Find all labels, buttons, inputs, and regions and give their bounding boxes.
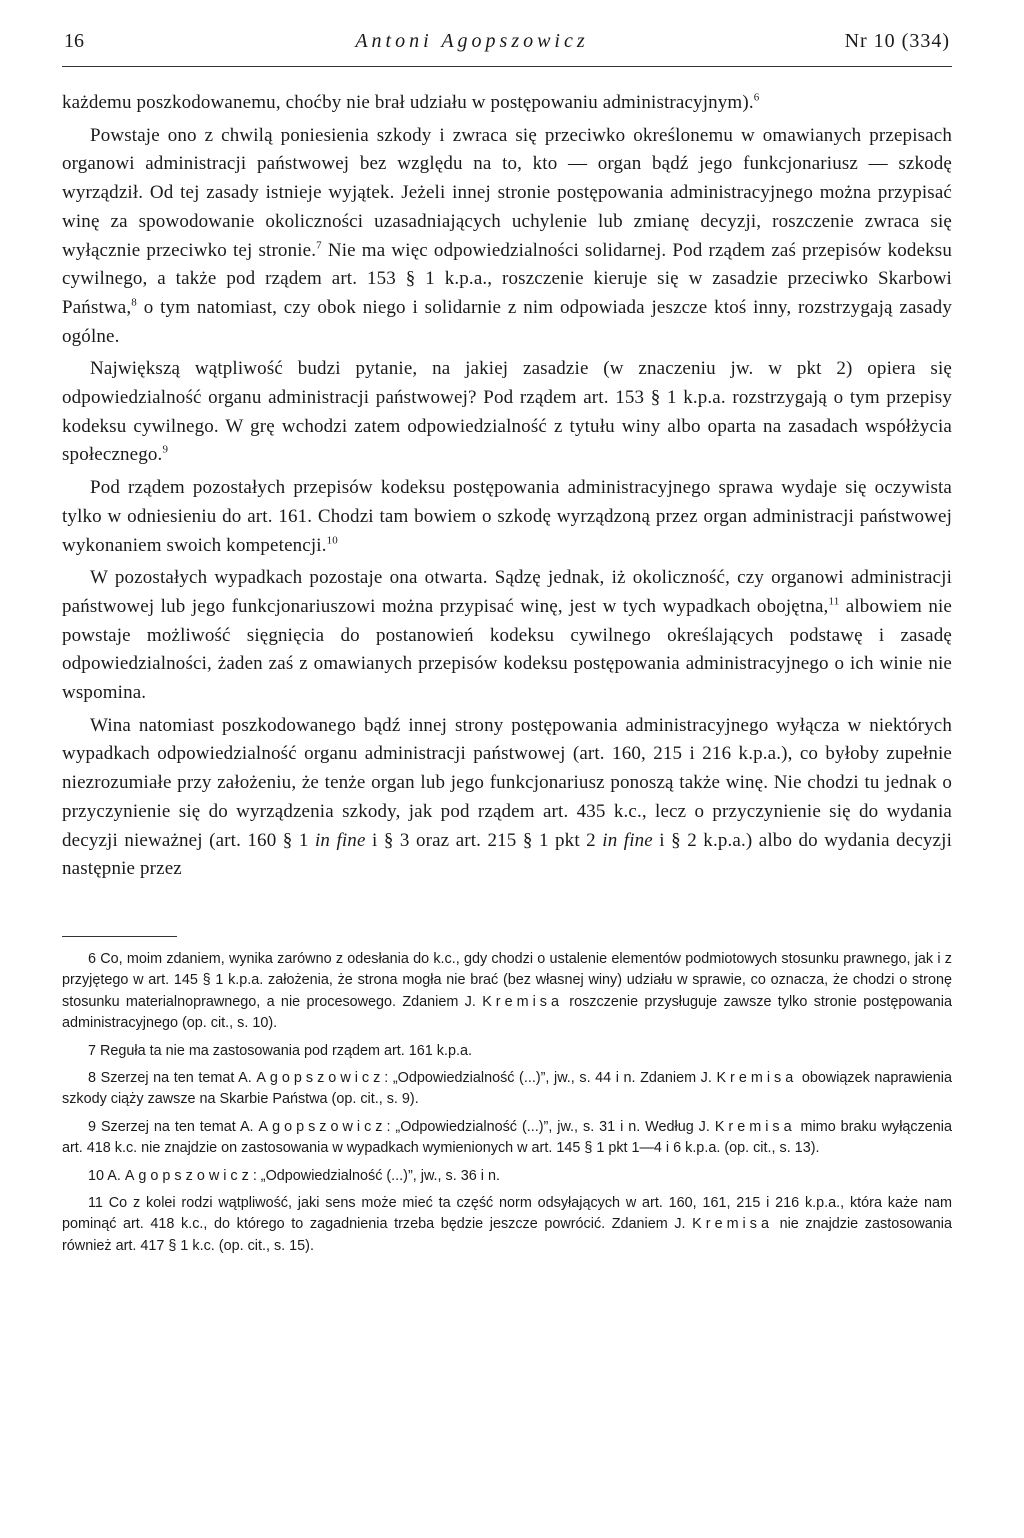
footnote-number: 7	[88, 1042, 97, 1059]
footnote-6: 6 Co, moim zdaniem, wynika zarówno z odesłania do k.c., gdy chodzi o ustalenie elementów podmiotowych stosunku prawnego, jak i z przyjętego w art. 145 § 1 k.p.a. założenia, że strona mogła nie brać (bez własnej winy) udziału w sprawie, co oznacza, że chodzi o stronę stosunku materialnoprawnego, a nie procesowego. Zdaniem J. Kremisa roszczenie przysługuje zawsze tylko stronie postępowania administracyjnego (op. cit., s. 10).	[62, 950, 953, 1032]
issue-number: Nr 10 (334)	[844, 30, 950, 52]
author-name: Kremisa	[716, 1070, 798, 1087]
italic-in-fine: in fine	[602, 829, 653, 851]
footnote-number: 6	[88, 950, 97, 967]
footnote-11: 11 Co z kolei rodzi wątpliwość, jaki sens może mieć ta część norm odsyłających w art. 160, 161, 215 i 216 k.p.a., która każe nam pominąć art. 418 k.c., do którego to zagadnienia trzeba będzie jeszcze powrócić. Zdaniem J. Kremisa nie znajdzie zastosowania również art. 417 § 1 k.c. (op. cit., s. 15).	[62, 1195, 952, 1254]
author-name: Agopszowicz	[124, 1167, 253, 1184]
footnotes	[62, 949, 952, 1257]
paragraph-3: Największą wątpliwość budzi pytanie, na jakiej zasadzie (w znaczeniu jw. w pkt 2) opiera się odpowiedzialność organu administracji państwowej? Pod rządem art. 153 § 1 k.p.a. rozstrzygają o tym przepisy kodeksu cywilnego. W grę wchodzi zatem odpowiedzialność z tytułu winy albo oparta na zasadach współżycia społecznego.$^9$	[62, 358, 952, 466]
page-number: 16	[64, 30, 84, 52]
paragraph-4: Pod rządem pozostałych przepisów kodeksu postępowania administracyjnego sprawa wydaje się oczywista tylko w odniesieniu do art. 161. Chodzi tam bowiem o szkodę wyrządzoną przez organ administracji państwowej wykonaniem swoich kompetencji.$^{10}$	[62, 477, 952, 556]
footnote-10: 10 A. Agopszowicz: „Odpowiedzialność (...)”, jw., s. 36 i n.	[88, 1167, 500, 1184]
footnote-separator	[62, 936, 177, 937]
footnote-ref-11: 11	[828, 595, 840, 608]
footnote-ref-8: 8	[131, 296, 137, 309]
running-header	[62, 30, 952, 62]
footnote-number: 9	[88, 1118, 97, 1135]
footnote-8: 8 Szerzej na ten temat A. Agopszowicz: „Odpowiedzialność (...)”, jw., s. 44 i n. Zdaniem J. Kremisa obowiązek naprawienia szkody ciąży zawsze na Skarbie Państwa (op. cit., s. 9).	[62, 1070, 952, 1108]
footnote-number: 8	[88, 1070, 97, 1087]
author-name: Kremisa	[482, 993, 563, 1010]
paragraph-5: W pozostałych wypadkach pozostaje ona otwarta. Sądzę jednak, iż okoliczność, czy organowi administracji państwowej lub jego funkcjonariuszowi można przypisać winę, jest w tych wypadkach obojętna,$^{11}$ albowiem nie powstaje możliwość sięgnięcia do postanowień kodeksu cywilnego określających podstawę i zasadę odpowiedzialności, żaden zaś z omawianych przepisów kodeksu postępowania administracyjnego o ich winie nie wspomina.	[62, 567, 952, 704]
footnote-7: 7 Reguła ta nie ma zastosowania pod rządem art. 161 k.p.a.	[88, 1042, 472, 1059]
italic-in-fine: in fine	[314, 829, 366, 851]
paragraph-1: każdemu poszkodowanemu, choćby nie brał udziału w postępowaniu administracyjnym).$^6$	[62, 91, 760, 113]
author-name: Agopszowicz	[256, 1070, 385, 1087]
footnote-number: 11	[88, 1195, 103, 1212]
header-rule	[62, 66, 952, 67]
author-name: Kremisa	[692, 1216, 773, 1233]
body-text	[62, 89, 952, 884]
running-author: Antoni Agopszowicz	[355, 30, 589, 52]
author-name: Agopszowicz	[258, 1118, 387, 1135]
document-page	[62, 30, 952, 1263]
footnote-ref-10: 10	[326, 534, 338, 547]
paragraph-2: Powstaje ono z chwilą poniesienia szkody i zwraca się przeciwko określonemu w omawianych przepisach organowi administracji państwowej bez względu na to, kto — organ bądź jego funkcjonariusz — szkodę wyrządził. Od tej zasady istnieje wyjątek. Jeżeli innej stronie postępowania administracyjnego można przypisać winę za spowodowanie okoliczności uzasadniających uchylenie lub zmianę decyzji, roszczenie zwraca się wyłącznie przeciwko tej stronie.$^7$ Nie ma więc odpowiedzialności solidarnej. Pod rządem zaś przepisów kodeksu cywilnego, a także pod rządem art. 153 § 1 k.p.a., roszczenie kieruje się w zasadzie przeciwko Skarbowi Państwa,$^8$ o tym natomiast, czy obok niego i solidarnie z nim odpowiada jeszcze ktoś inny, rozstrzygają zasady ogólne.	[62, 124, 952, 347]
footnote-ref-9: 9	[162, 444, 169, 457]
paragraph-6: Wina natomiast poszkodowanego bądź innej strony postępowania administracyjnego wyłącza w niektórych wypadkach odpowiedzialność organu administracji państwowej (art. 160, 215 i 216 k.p.a.), co byłoby zupełnie niezrozumiałe przy założeniu, że tenże organ lub jego funkcjonariusz ponoszą także winę. Nie chodzi tu jednak o przyczynienie się do wyrządzenia szkody, jak pod rządem art. 435 k.c., lecz o przyczynienie się do wydania decyzji nieważnej (art. 160 § 1 in fine i § 3 oraz art. 215 § 1 pkt 2 in fine i § 2 k.p.a.) albo do wydania decyzji następnie przez	[62, 714, 952, 880]
footnote-9: 9 Szerzej na ten temat A. Agopszowicz: „Odpowiedzialność (...)”, jw., s. 31 i n. Według J. Kremisa mimo braku wyłączenia art. 418 k.c. nie znajdzie on zastosowania w wypadkach wymienionych w art. 145 § 1 pkt 1—4 i 6 k.p.a. (op. cit., s. 13).	[62, 1118, 952, 1157]
footnote-ref-7: 7	[316, 239, 322, 252]
author-name: Kremisa	[714, 1118, 796, 1135]
footnote-number: 10	[88, 1167, 105, 1184]
footnote-ref-6: 6	[753, 91, 760, 104]
